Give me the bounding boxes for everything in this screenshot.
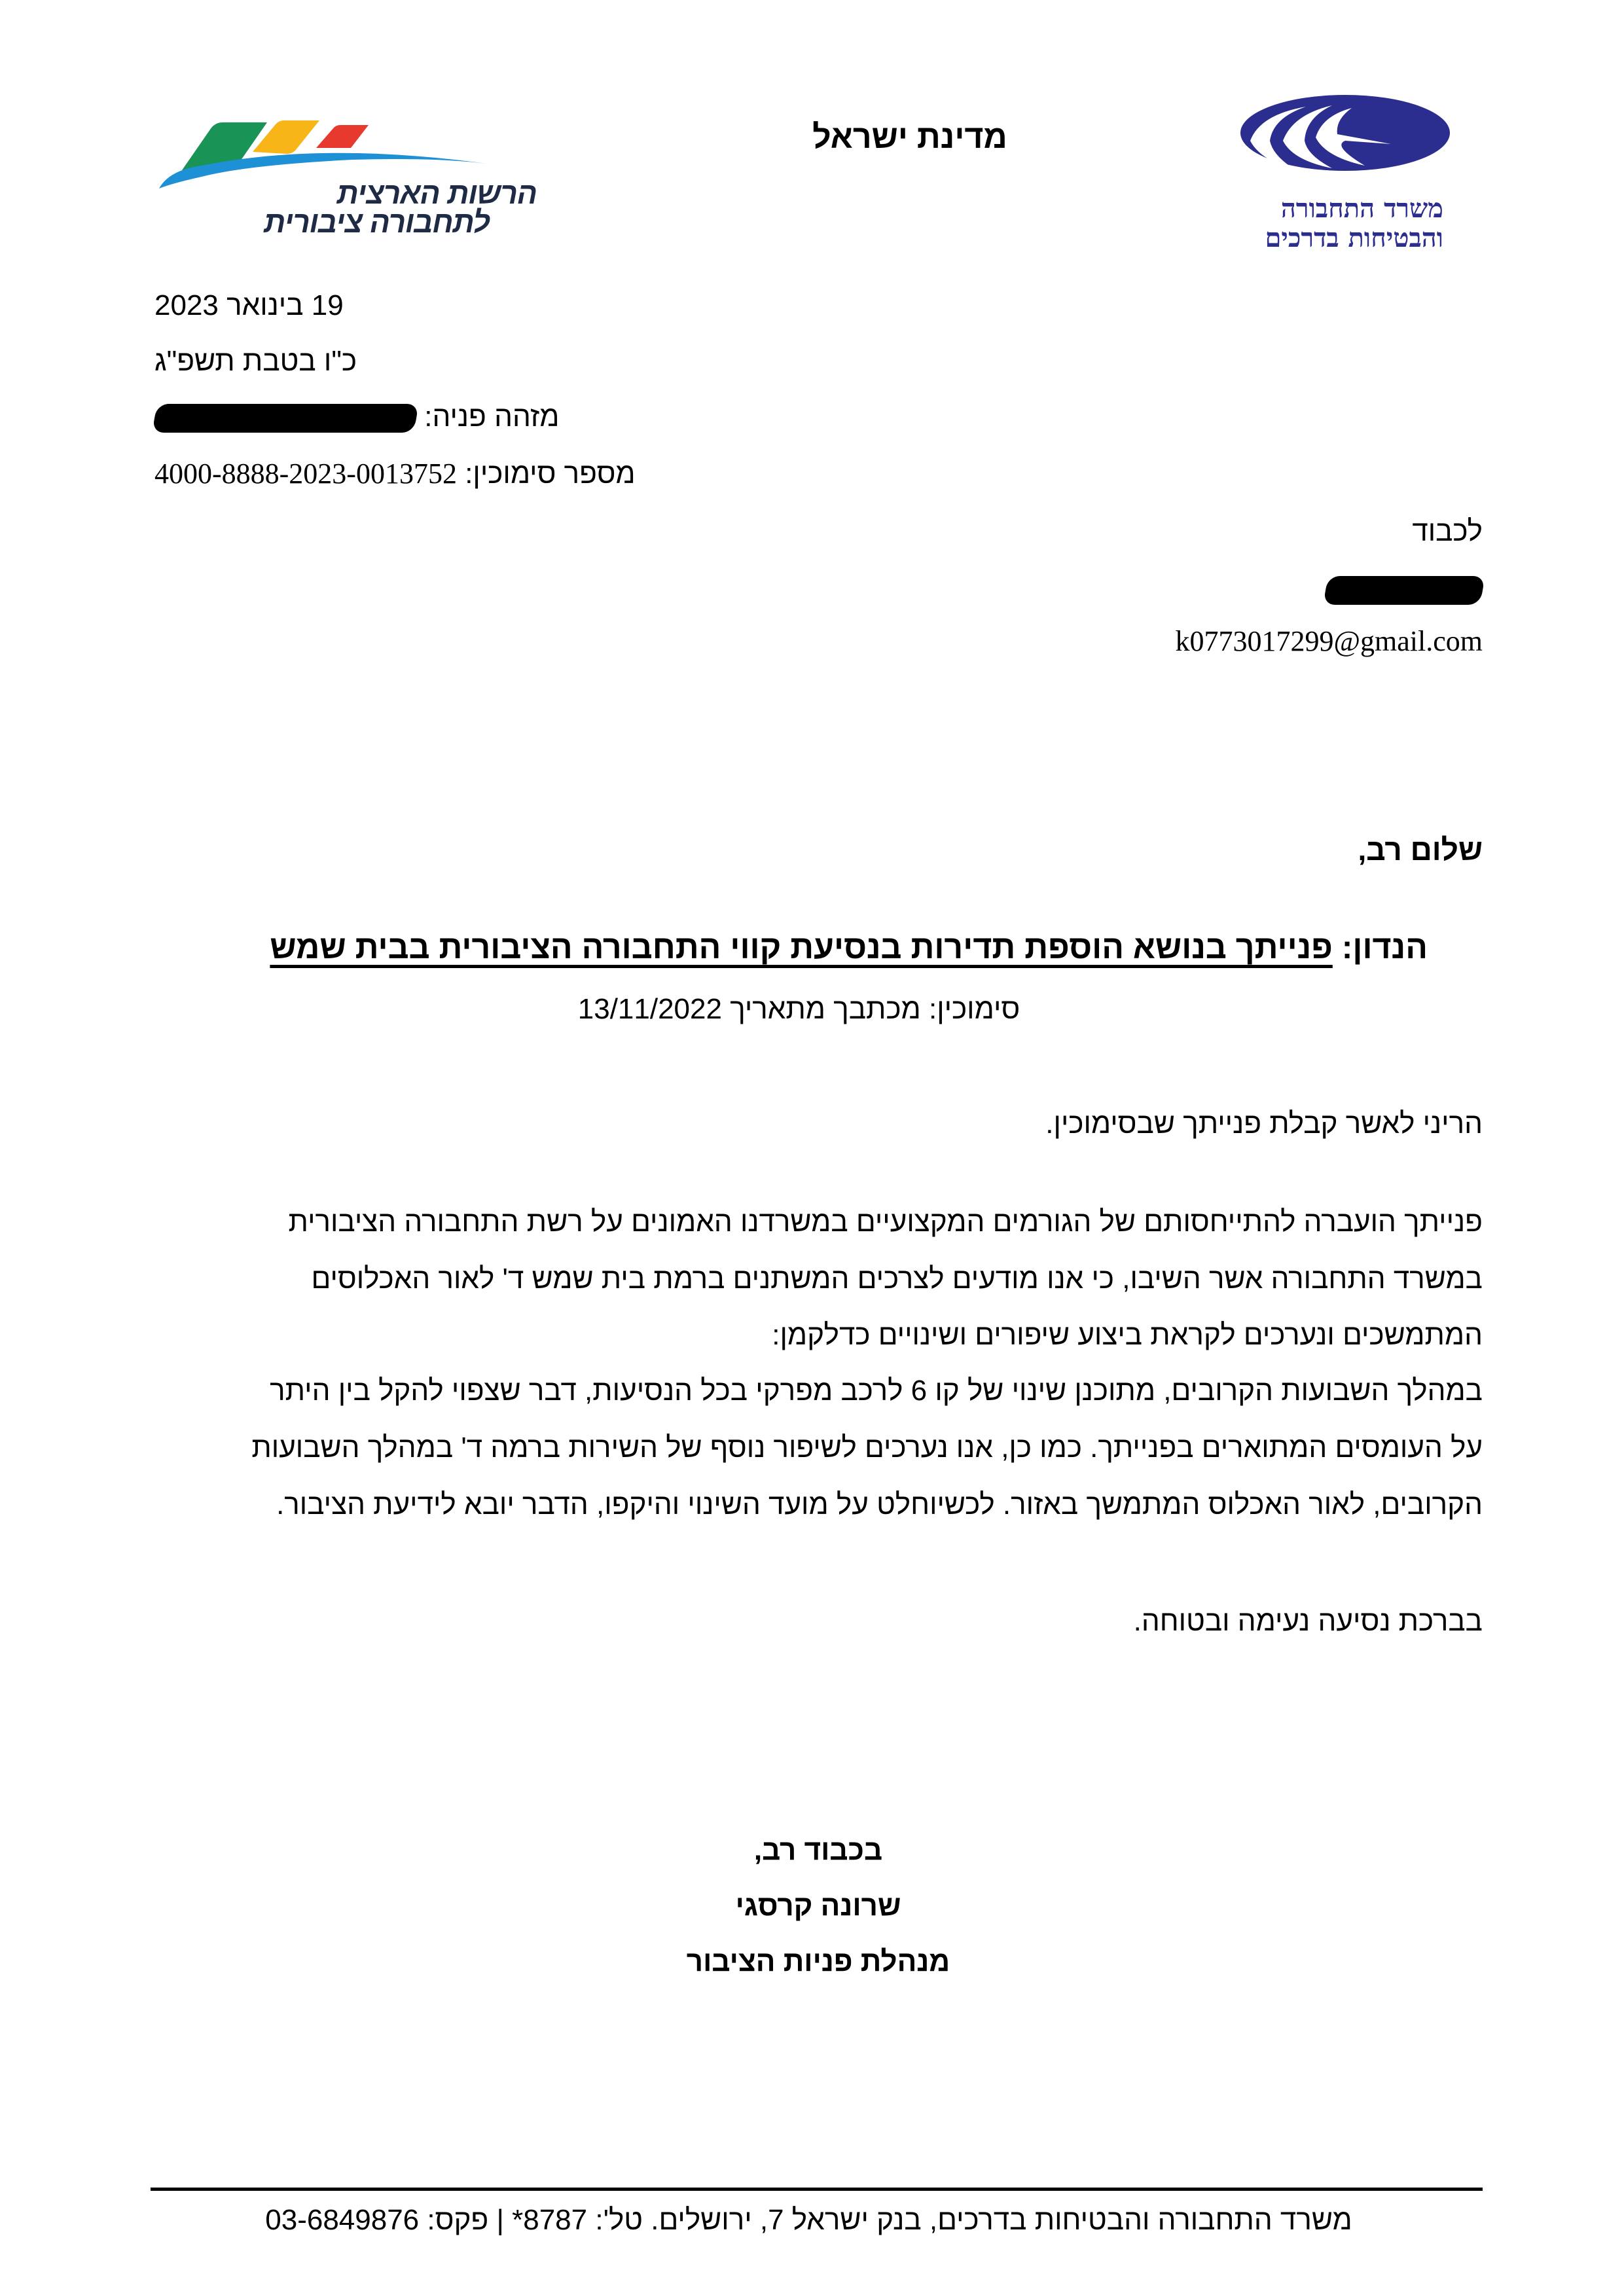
public-transport-authority-logo bbox=[156, 105, 549, 242]
subject-label: הנדון: bbox=[1341, 929, 1428, 965]
reference-line bbox=[0, 995, 1624, 1024]
state-of-israel-title: מדינת ישראל bbox=[812, 118, 1007, 155]
body-line-6: הקרובים, לאור האכלוס המתמשך באזור. לכשיוחלט על מועד השינוי והיקפו, הדבר יובא לידיעת הציבור. bbox=[276, 1488, 1483, 1521]
body-line-3: המתמשכים ונערכים לקראת ביצוע שיפורים ושינויים כדלקמן: bbox=[772, 1319, 1483, 1351]
ministry-logo-icon bbox=[1234, 95, 1456, 180]
reference-number-line bbox=[154, 460, 636, 488]
body-line-1: פנייתך הועברה להתייחסותם של הגורמים המקצועיים במשרדנו האמונים על רשת התחבורה הציבורית bbox=[288, 1206, 1483, 1238]
authority-logo-line2: לתחבורה ציבורית bbox=[264, 205, 490, 239]
body-line-4: במהלך השבועות הקרובים, מתוכנן שינוי של קו 6 לרכב מפרקי בכל הנסיעות, דבר שצפוי להקל בין היתר bbox=[270, 1375, 1483, 1407]
to-label: לכבוד bbox=[1412, 515, 1483, 547]
recipient-name-redacted bbox=[1326, 576, 1483, 605]
paragraph-acknowledgement: הריני לאשר קבלת פנייתך שבסימוכין. bbox=[1045, 1108, 1483, 1140]
greeting: שלום רב, bbox=[1358, 833, 1483, 867]
hebrew-date: כ"ו בטבת תשפ"ג bbox=[154, 345, 357, 377]
signature-title: מנהלת פניות הציבור bbox=[686, 1945, 950, 1977]
recipient-email: k0773017299@gmail.com bbox=[1175, 625, 1483, 657]
reference-number-label: מספר סימוכין: bbox=[465, 458, 636, 490]
footer-contact bbox=[0, 2206, 1624, 2235]
ministry-logo-line1: משרד התחבורה bbox=[1280, 193, 1443, 224]
subject-line bbox=[270, 928, 1428, 966]
authority-logo-line1: הרשות הארצית bbox=[336, 176, 537, 210]
body-line-5: על העומסים המתוארים בפנייתך. כמו כן, אנו נערכים לשיפור נוסף של השירות ברמה ד' במהלך השבועות bbox=[251, 1432, 1483, 1464]
footer-divider bbox=[151, 2188, 1483, 2191]
inquiry-id-line bbox=[154, 403, 559, 433]
inquiry-id-label: מזהה פניה: bbox=[424, 401, 560, 433]
inquiry-id-redacted bbox=[152, 404, 419, 433]
ministry-logo-line2: והבטיחות בדרכים bbox=[1265, 223, 1443, 253]
reference-text: סימוכין: מכתבך מתאריך 13/11/2022 bbox=[577, 993, 1020, 1025]
signature-salutation: בכבוד רב, bbox=[753, 1834, 883, 1866]
closing-line: בברכת נסיעה נעימה ובטוחה. bbox=[1133, 1605, 1483, 1637]
reference-number-value: 4000-8888-2023-0013752 bbox=[154, 458, 457, 490]
footer-text: משרד התחבורה והבטיחות בדרכים, בנק ישראל 7, ירושלים. טל': 8787* | פקס: 03-6849876 bbox=[265, 2204, 1352, 2236]
signature-name: שרונה קרסגי bbox=[735, 1890, 901, 1922]
ministry-of-transport-logo bbox=[1234, 95, 1456, 259]
body-line-2: במשרד התחבורה אשר השיבו, כי אנו מודעים לצרכים המשתנים ברמת בית שמש ד' לאור האכלוסים bbox=[311, 1263, 1483, 1295]
redaction-mark bbox=[1323, 576, 1485, 605]
subject-text: פנייתך בנושא הוספת תדירות בנסיעת קווי התחבורה הציבורית בבית שמש bbox=[270, 929, 1333, 965]
gregorian-date: 19 בינואר 2023 bbox=[154, 289, 344, 321]
